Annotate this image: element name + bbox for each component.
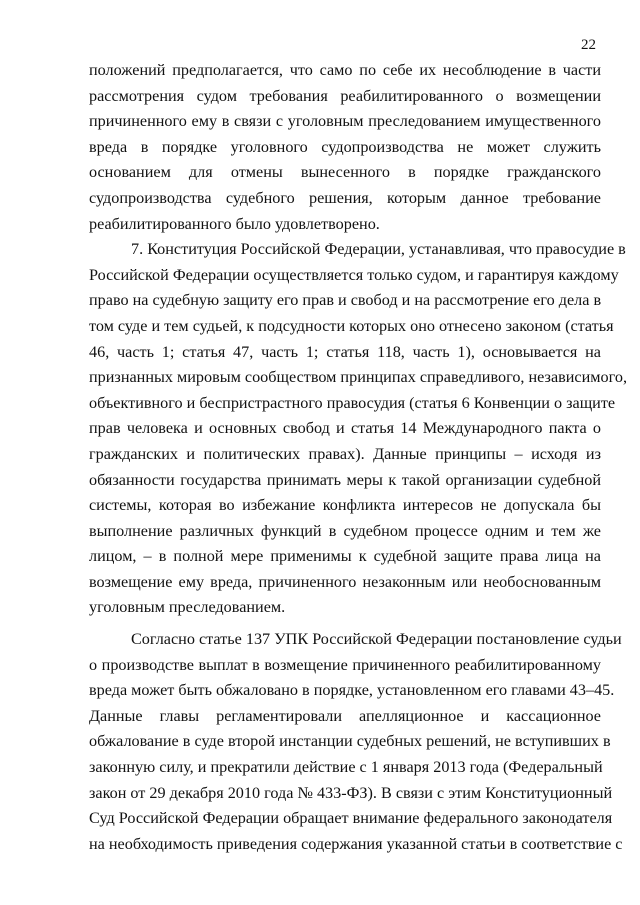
text-line: основанием для отмены вынесенного в порядке гражданского — [89, 163, 601, 182]
text-line: закон от 29 декабря 2010 года № 433-ФЗ). В связи с этим Конституционный — [89, 783, 613, 802]
text-line: Данные главы регламентировали апелляционное и кассационное — [89, 706, 601, 725]
text-line: законную силу, и прекратили действие с 1 января 2013 года (Федеральный — [89, 758, 603, 777]
text-line: признанных мировым сообществом принципах справедливого, независимого, — [89, 368, 627, 387]
text-line: причиненного ему в связи с уголовным преследованием имущественного — [89, 112, 601, 131]
paragraph — [89, 627, 623, 857]
text-line: вреда может быть обжаловано в порядке, установленном его главами 43–45. — [89, 681, 615, 700]
text-line: 7. Конституция Российской Федерации, устанавливая, что правосудие в — [131, 240, 626, 259]
text-line: лицом, – в полной мере применимы к судебной защите права лица на — [89, 547, 601, 566]
text-line: реабилитированного было удовлетворено. — [89, 214, 380, 233]
text-line: обязанности государства принимать меры к такой организации судебной — [89, 470, 601, 489]
text-line: объективного и беспристрастного правосудия (статья 6 Конвенции о защите — [89, 393, 616, 412]
text-line: прав человека и основных свобод и статья 14 Международного пакта о — [89, 419, 601, 438]
document-body — [89, 58, 627, 857]
page-number: 22 — [581, 37, 596, 53]
text-line: том суде и тем судьей, к подсудности которых оно отнесено законом (статья — [89, 316, 614, 335]
text-line: уголовным преследованием. — [89, 598, 286, 617]
text-line: право на судебную защиту его прав и свобод и на рассмотрение его дела в — [89, 291, 602, 310]
text-line: Суд Российской Федерации обращает внимание федерального законодателя — [89, 809, 613, 828]
text-line: рассмотрения судом требования реабилитированного о возмещении — [89, 86, 601, 105]
text-line: возмещение ему вреда, причиненного незаконным или необоснованным — [89, 572, 601, 591]
paragraph — [89, 237, 627, 621]
text-line: положений предполагается, что само по себе их несоблюдение в части — [89, 61, 601, 79]
text-line: выполнение различных функций в судебном процессе одним и тем же — [89, 521, 601, 540]
text-line: о производстве выплат в возмещение причиненного реабилитированному — [89, 655, 601, 674]
text-line: на необходимость приведения содержания указанной статьи в соответствие с — [89, 834, 623, 853]
text-line: Согласно статье 137 УПК Российской Федерации постановление судьи — [131, 630, 622, 649]
text-line: судопроизводства судебного решения, которым данное требование — [89, 188, 601, 207]
text-line: системы, которая во избежание конфликта интересов не допускала бы — [89, 496, 601, 515]
text-line: вреда в порядке уголовного судопроизводства не может служить — [89, 137, 601, 156]
text-line: обжалование в суде второй инстанции судебных решений, не вступивших в — [89, 732, 611, 751]
text-line: 46, часть 1; статья 47, часть 1; статья 118, часть 1), основывается на — [89, 342, 601, 361]
text-line: гражданских и политических правах). Данные принципы – исходя из — [89, 444, 601, 463]
text-line: Российской Федерации осуществляется только судом, и гарантируя каждому — [89, 265, 619, 284]
paragraph — [89, 58, 601, 237]
